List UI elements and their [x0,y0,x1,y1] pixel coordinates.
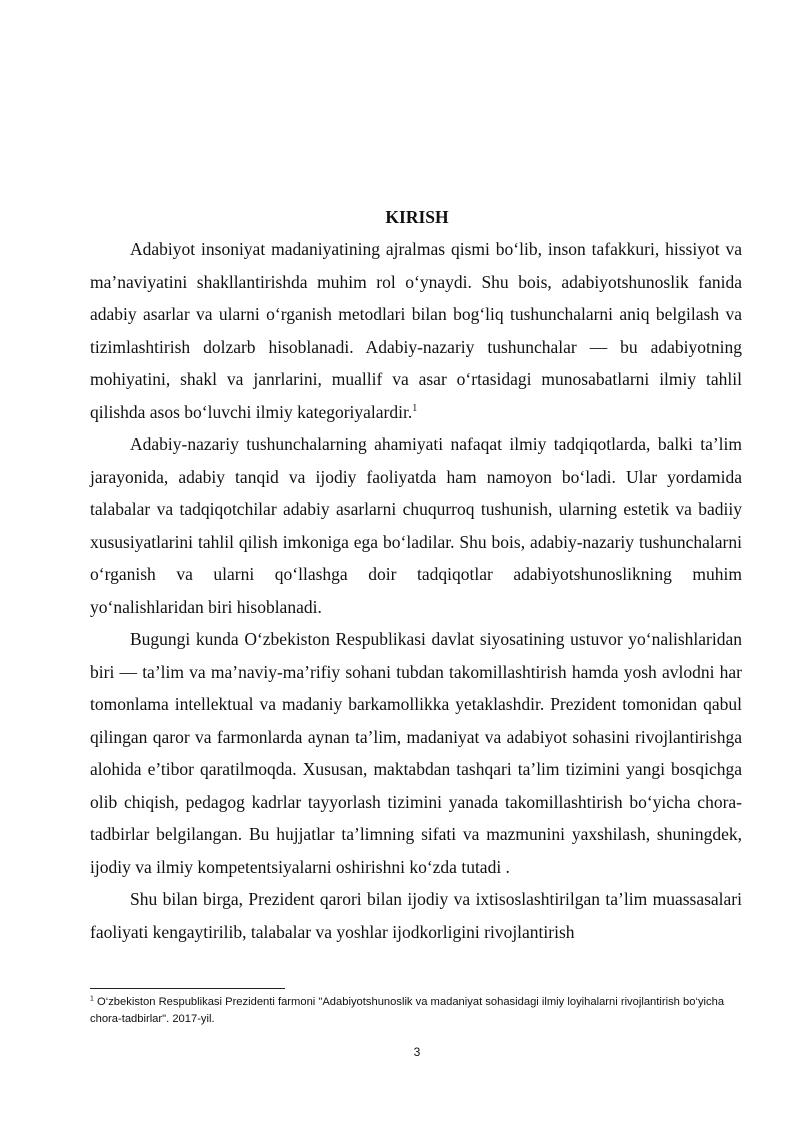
page-number: 3 [413,1045,421,1059]
paragraph-intro [90,233,742,428]
footnote-text: O‘zbekiston Respublikasi Prezidenti farmoni "Adabiyotshunoslik va madaniyat sohasidagi ilmiy loyihalarni rivojlantirish bo‘yicha chora-tadbirlar". 2017-yil. [90,996,725,1025]
paragraph-significance-text: Adabiy-nazariy tushunchalarning ahamiyati nafaqat ilmiy tadqiqotlarda, balki ta’lim jarayonida, adabiy tanqid va ijodiy faoliyatda ham namoyon bo‘ladi. Ular yordamida talabalar va tadqiqotchilar adabiy asarlarni chuqurroq tushunish, ularning estetik va badiiy xususiyatlarini tahlil qilish imkoniga ega bo‘ladilar. Shu bois, adabiy-nazariy tushunchalarni o‘rganish va ularni qo‘llashga doir tadqiqotlar adabiyotshunoslikning muhim yo‘nalishlaridan biri hisoblanadi. [90,434,742,617]
body-text [90,233,742,948]
paragraph-policy-text: Bugungi kunda O‘zbekiston Respublikasi davlat siyosatining ustuvor yo‘nalishlaridan biri — ta’lim va ma’naviy-ma’rifiy sohani tubdan takomillashtirish hamda yosh avlodni har tomonlama intellektual va madaniy barkamollikka yetaklashdir. Prezident tomonidan qabul qilingan qaror va farmonlarda aynan ta’lim, madaniyat va adabiyot sohasini rivojlantirishga alohida e’tibor qaratilmoqda. Xususan, maktabdan tashqari ta’lim tizimini yangi bosqichga olib chiqish, pedagog kadrlar tayyorlash tizimini yanada takomillashtirish bo‘yicha chora-tadbirlar belgilangan. Bu hujjatlar ta’limning sifati va mazmunini yaxshilash, shuningdek, ijodiy va ilmiy kompetentsiyalarni oshirishni ko‘zda tutadi . [90,629,742,877]
paragraph-policy [90,623,742,883]
footnote-number: 1 [90,995,94,1003]
footnote-reference[interactable]: 1 [412,402,418,414]
paragraph-continuation [90,883,742,948]
section-title: KIRISH [385,207,449,227]
footnote-separator [90,988,285,989]
paragraph-continuation-text: Shu bilan birga, Prezident qarori bilan ijodiy va ixtisoslashtirilgan ta’lim muassasalari faoliyati kengaytirilib, talabalar va yoshlar ijodkorligini rivojlantirish [90,889,742,942]
paragraph-significance [90,428,742,623]
footnote [90,994,750,1028]
paragraph-intro-text: Adabiyot insoniyat madaniyatining ajralmas qismi bo‘lib, inson tafakkuri, hissiyot va ma’naviyatini shakllantirishda muhim rol o‘ynaydi. Shu bois, adabiyotshunoslik fanida adabiy asarlar va ularni o‘rganish metodlari bilan bog‘liq tushunchalarni aniq belgilash va tizimlashtirish dolzarb hisoblanadi. Adabiy-nazariy tushunchalar — bu adabiyotning mohiyatini, shakl va janrlarini, muallif va asar o‘rtasidagi munosabatlarni ilmiy tahlil qilishda asos bo‘luvchi ilmiy kategoriyalardir. [90,239,742,422]
